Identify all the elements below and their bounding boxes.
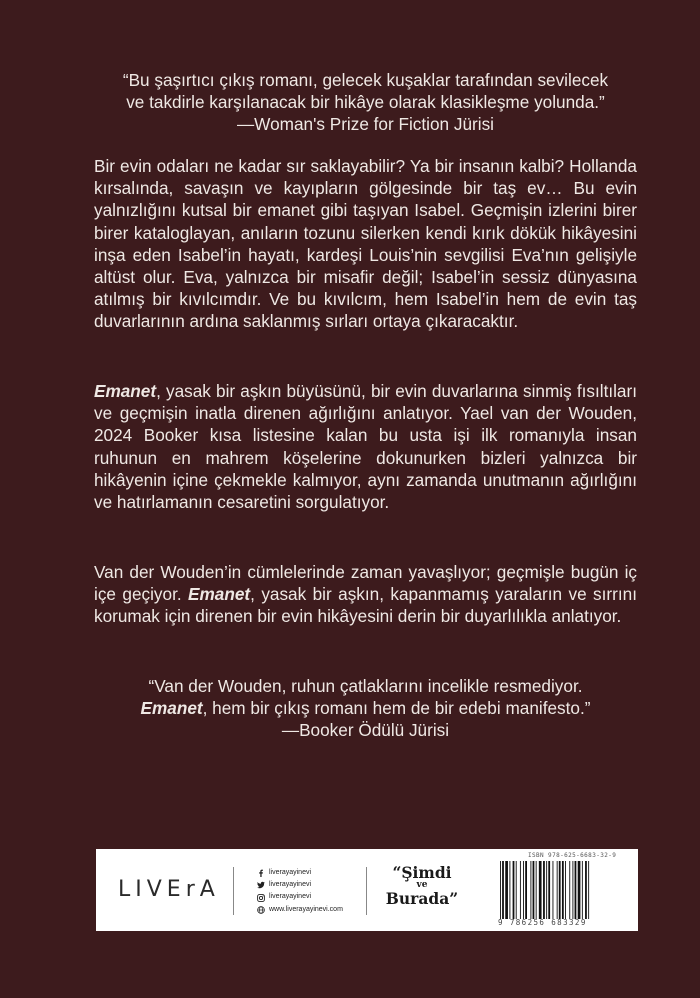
isbn-label: ISBN 978-625-6683-32-9 [528,852,617,859]
social-handle: liverayayinevi [269,893,312,901]
quote-line: “Bu şaşırtıcı çıkış romanı, gelecek kuşaklar tarafından sevilecek [122,70,609,90]
social-item[interactable] [256,891,343,903]
globe-icon [256,905,265,914]
book-title: Emanet [94,381,157,401]
barcode-area [498,852,636,928]
opening-quote [94,69,637,136]
series-line: ve [416,880,428,890]
social-item[interactable] [256,867,343,879]
publisher-logo: LIVErA [118,877,220,902]
series-logo [378,864,466,907]
quote-line: Emanet, hem bir çıkış romanı hem de bir edebi manifesto.” [140,698,591,719]
book-title: Emanet [140,698,203,719]
description-paragraph [94,380,637,513]
quote-attribution: —Woman's Prize for Fiction Jürisi [236,114,494,135]
series-line: “Şimdi [392,863,452,882]
publisher-bar [96,849,638,931]
social-handle: liverayayinevi [269,881,312,889]
quote-line: “Van der Wouden, ruhun çatlaklarını incelikle resmediyor. [148,676,583,696]
twitter-icon [256,881,265,890]
barcode-icon [498,861,636,919]
divider [366,867,367,915]
paragraph-text: Van der Wouden’in cümlelerinde zaman yavaşlıyor; geçmişle bugün iç içe geçiyor. [94,562,637,605]
divider [233,867,234,915]
website-link: www.liverayayinevi.com [269,905,343,913]
paragraph-text: , yasak bir aşkın, kapanmamış yaraların ve sırrını korumak için direnen bir evin hikâyesini derin bir duyarlılıkla anlatıyor. [94,584,637,627]
quote-attribution: —Booker Ödülü Jürisi [281,720,450,741]
series-line: Burada” [385,889,459,908]
social-item[interactable] [256,879,343,891]
social-item[interactable] [256,904,343,916]
social-handle: liverayayinevi [269,869,312,876]
instagram-icon [256,893,265,902]
facebook-icon [256,869,265,878]
book-title: Emanet [188,584,251,605]
social-links [256,867,343,916]
quote-line: ve takdirle karşılanacak bir hikâye olarak klasikleşme yolunda.” [126,92,605,113]
synopsis-paragraph: Bir evin odaları ne kadar sır saklayabilir? Ya bir insanın kalbi? Hollanda kırsalında, savaşın ve kayıpların gölgesinde bir taş ev… Bu evin yalnızlığını kutsal bir emanet gibi taşıyan Isabel. Geçmişin izlerini birer birer kataloglayan, anıların tozunu silerken kendi kırık dökük hikâyesini inşa eden Isabel’in hayatı, kardeşi Louis’nin sevgilisi Eva’nın gelişiyle altüst olur. Eva, yalnızca bir misafir değil; Isabel’in sessiz dünyasına atılmış bir kıvılcımdır. Ve bu kıvılcım, hem Isabel’in hem de evin taş duvarlarının ardına saklanmış sırları ortaya çıkaracaktır. [94,156,637,332]
review-paragraph [94,561,637,628]
paragraph-text: , yasak bir aşkın büyüsünü, bir evin duvarlarına sinmiş fısıltıları ve geçmişin inatla direnen ağırlığını anlatıyor. Yael van der Wouden, 2024 Booker kısa listesine kalan bu usta işi ilk romanıyla insan ruhunun en mahrem köşelerine dokunurken bizleri yalnızca bir hikâyenin içine çekmekle kalmıyor, aynı zamanda unutmanın ağırlığını ve hatırlamanın cesaretini sorgulatıyor. [94,381,637,513]
closing-quote [94,675,637,742]
isbn-number: 9 786256 683329 [498,918,587,927]
